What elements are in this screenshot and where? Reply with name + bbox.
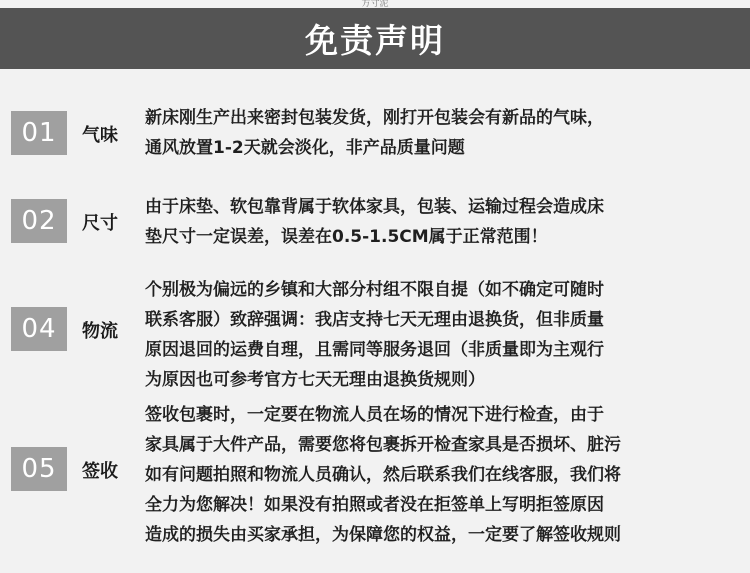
- title-bar: [0, 8, 750, 69]
- item-label: 签收: [82, 461, 118, 482]
- description-line: 原因退回的运费自理，且需同等服务退回（非质量即为主观行: [145, 340, 604, 360]
- description-line: 联系客服）致辞强调：我店支持七天无理由退换货，但非质量: [145, 310, 604, 330]
- description-line: 如有问题拍照和物流人员确认，然后联系我们在线客服，我们将: [145, 465, 621, 485]
- description-line: 新床刚生产出来密封包装发货，刚打开包装会有新品的气味，: [145, 108, 604, 128]
- description-line: 个别极为偏远的乡镇和大部分村组不限自提（如不确定可随时: [145, 280, 604, 300]
- page-title: 免责声明: [305, 21, 445, 60]
- item-label: 气味: [82, 125, 118, 146]
- item-description: [145, 192, 745, 252]
- item-description: [145, 103, 745, 163]
- description-line: 造成的损失由买家承担，为保障您的权益，一定要了解签收规则: [145, 525, 621, 545]
- item-description: [145, 400, 745, 550]
- description-line: 通风放置1-2天就会淡化，非产品质量问题: [145, 138, 465, 158]
- description-line: 垫尺寸一定误差，误差在0.5-1.5CM属于正常范围！: [145, 227, 548, 247]
- item-number-badge: 02: [11, 199, 67, 243]
- item-number-badge: 05: [11, 447, 67, 491]
- description-line: 签收包裹时，一定要在物流人员在场的情况下进行检查，由于: [145, 405, 604, 425]
- item-description: [145, 275, 745, 395]
- description-line: 家具属于大件产品，需要您将包裹拆开检查家具是否损坏、脏污: [145, 435, 621, 455]
- description-line: 全力为您解决！如果没有拍照或者没在拒签单上写明拒签原因: [145, 495, 604, 515]
- item-label: 尺寸: [82, 213, 118, 234]
- description-line: 为原因也可参考官方七天无理由退换货规则）: [145, 370, 485, 390]
- item-label: 物流: [82, 321, 118, 342]
- description-line: 由于床垫、软包靠背属于软体家具，包装、运输过程会造成床: [145, 197, 604, 217]
- top-caption: 方寸泥: [361, 0, 389, 8]
- item-number-badge: 04: [11, 307, 67, 351]
- item-number-badge: 01: [11, 111, 67, 155]
